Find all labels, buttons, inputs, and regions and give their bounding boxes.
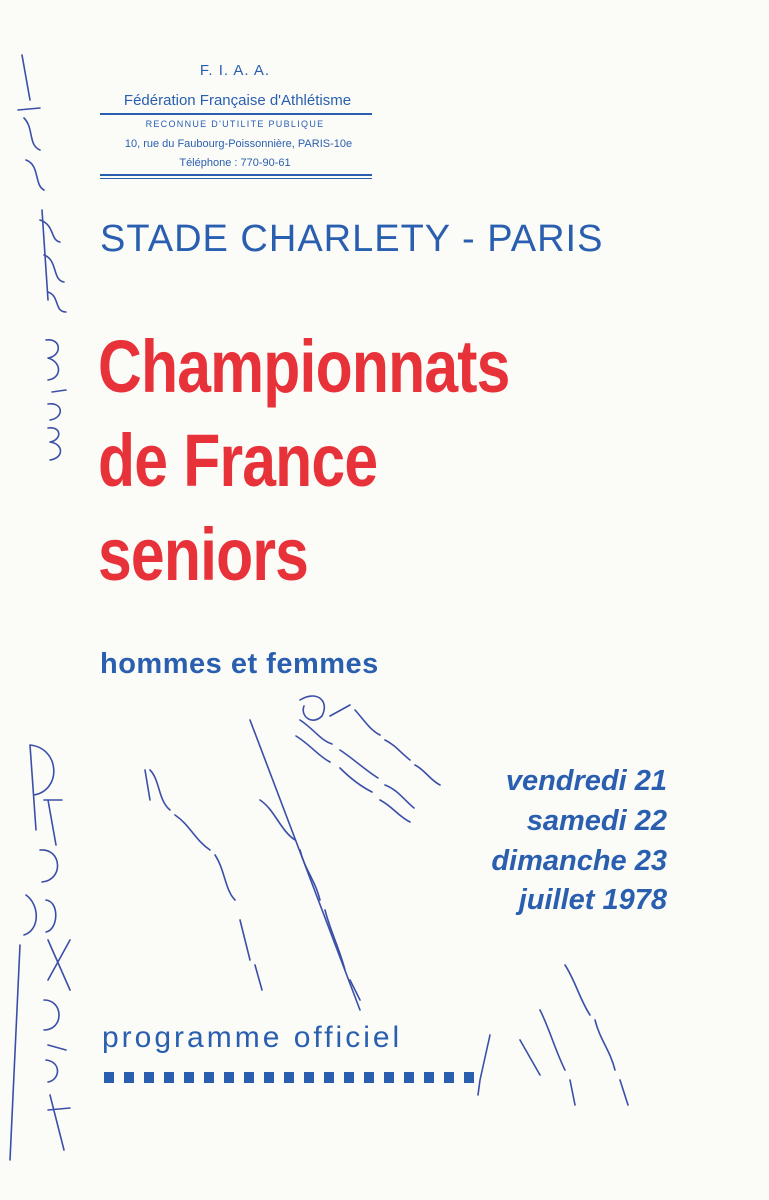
center-note-2 <box>145 770 262 990</box>
date-line-3: dimanche 23 <box>491 845 667 877</box>
phone: Téléphone : 770-90-61 <box>179 157 291 169</box>
date-line-2: samedi 22 <box>526 805 667 837</box>
left-margin-note-2 <box>40 210 66 312</box>
title-line-1: Championnats <box>98 325 510 408</box>
left-margin-note-4 <box>10 745 70 1160</box>
center-note-1 <box>296 696 440 822</box>
address: 10, rue du Faubourg-Poissonnière, PARIS-10e <box>124 138 353 150</box>
title-line-3: seniors <box>98 513 309 596</box>
org-abbreviation: F. I. A. A. <box>199 62 271 79</box>
right-note <box>478 965 628 1105</box>
recognition-note: RECONNUE D'UTILITE PUBLIQUE <box>145 119 325 129</box>
title-line-2: de France <box>98 419 378 502</box>
center-note-3 <box>250 720 360 1010</box>
date-line-4: juillet 1978 <box>518 884 667 916</box>
left-margin-note-1 <box>18 55 44 190</box>
footer-programme: programme officiel <box>102 1021 403 1054</box>
federation-name: Fédération Française d'Athlétisme <box>123 92 352 109</box>
venue-title: STADE CHARLETY - PARIS <box>100 218 604 260</box>
date-line-1: vendredi 21 <box>505 765 667 797</box>
left-margin-note-3 <box>46 340 66 460</box>
subtitle: hommes et femmes <box>100 648 379 680</box>
